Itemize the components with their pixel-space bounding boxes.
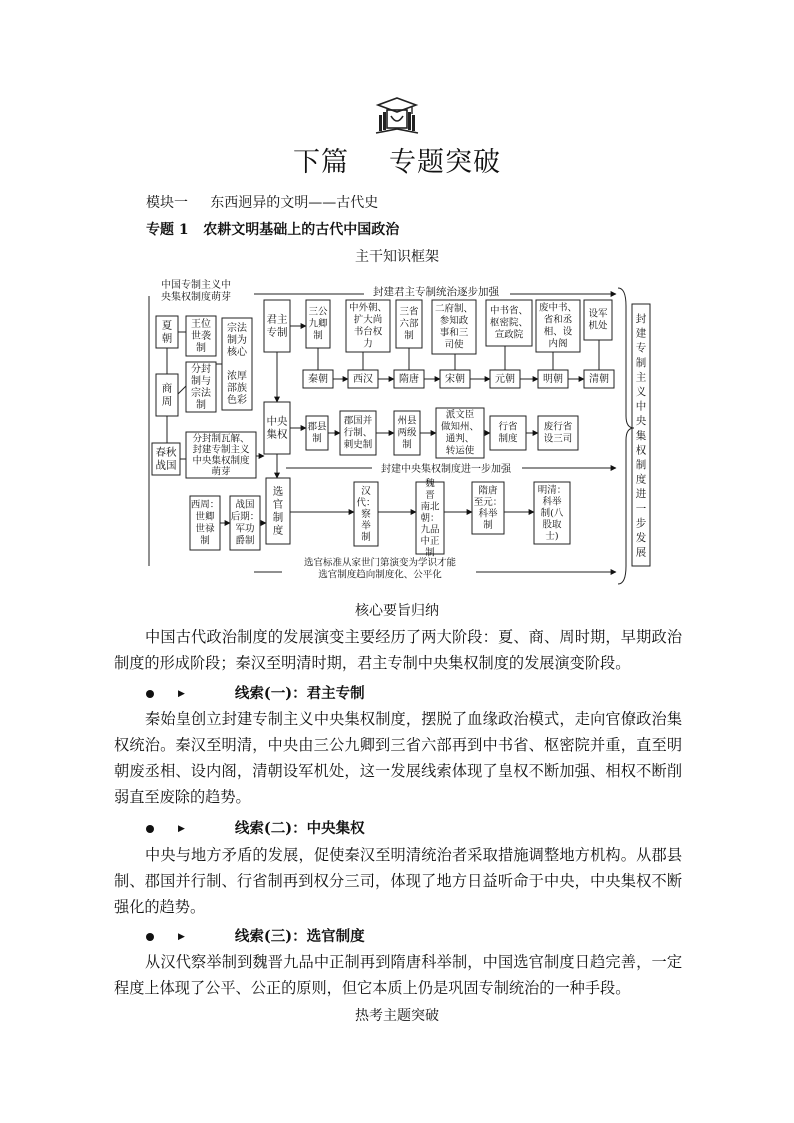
jiquan-box-3-label: 州县两级制 — [397, 415, 417, 451]
arrow-top-label: 封建君主专制统治逐步加强 — [373, 286, 499, 298]
arrow-right-icon: ▶ — [178, 689, 185, 699]
jiquan-box-6-label: 废行省设三司 — [543, 421, 573, 445]
jiquan-box-1-label: 郡县制 — [307, 421, 327, 445]
central-junzhu-label: 君主专制 — [266, 313, 288, 339]
dynasty-xia-label: 夏朝 — [161, 319, 173, 345]
book-logo-icon — [374, 96, 420, 136]
clue-heading-1: ▶ 线索(一)：君主专制 — [146, 682, 365, 703]
section-heading-framework: 主干知识框架 — [355, 249, 439, 265]
junzhu-box-1-label: 三公九卿制 — [308, 306, 328, 342]
era-4-label: 宋朝 — [445, 374, 465, 385]
era-5-label: 元朝 — [495, 374, 515, 385]
xuanguan-box-4-label: 明清：科举制(八股取士) — [537, 484, 567, 542]
box-fenfeng-break-label: 分封制瓦解、封建专制主义中央集权制度萌芽 — [192, 433, 250, 478]
module-line — [146, 192, 378, 212]
core-summary-paragraph: 中国古代政治制度的发展演变主要经历了两大阶段：夏、商、周时期，早期政治制度的形成阶段；秦汉至明清时期，君主专制中央集权制度的发展演变阶段。 — [114, 628, 682, 672]
xuanguan-box-2-label: 魏晋南北朝：九品中正制 — [420, 478, 440, 559]
knowledge-framework-diagram — [146, 266, 654, 592]
junzhu-box-2-label: 中外朝、扩大尚书台权力 — [348, 302, 388, 350]
page-title: 下篇 专题突破 — [293, 147, 501, 178]
bullet-icon — [146, 690, 154, 698]
xuanguan-left-1-label: 西周：世卿世禄制 — [190, 499, 220, 547]
junzhu-box-3-label: 三省六部制 — [399, 306, 419, 342]
arrow-right-icon: ▶ — [178, 824, 185, 834]
era-2-label: 西汉 — [353, 374, 373, 385]
top-left-note: 中国专制主义中央集权制度萌芽 — [161, 280, 231, 303]
bullet-icon — [146, 933, 154, 941]
junzhu-box-4-label: 二府制、参知政事和三司使 — [434, 303, 474, 351]
era-6-label: 明朝 — [543, 374, 563, 385]
xuanguan-left-2-label: 战国后期：军功爵制 — [230, 499, 260, 547]
dynasty-shangzhou-label: 商周 — [161, 382, 173, 408]
box-fenfeng-label: 分封制与宗法制 — [191, 364, 211, 411]
clue-heading-3: ▶ 线索(三)：选官制度 — [146, 925, 365, 946]
junzhu-box-7-label: 设军机处 — [588, 308, 608, 332]
module-text: 东西迥异的文明——古代史 — [210, 195, 379, 211]
arrow-mid-label: 封建中央集权制度进一步加强 — [381, 464, 511, 475]
jiquan-box-4-label: 派文臣做知州、通判、转运使 — [440, 409, 480, 457]
xuanguan-box-1-label: 汉代：察举制 — [356, 485, 376, 543]
right-summary-label: 封建专制主义中央集权制度进一步发展 — [635, 313, 647, 559]
jiquan-box-2-label: 郡国并行制、刺史制 — [343, 415, 373, 451]
junzhu-box-5-label: 中书省、枢密院、宣政院 — [489, 305, 529, 341]
clue-paragraph-3: 从汉代察举制到魏晋九品中正制再到隋唐科举制，中国选官制度日趋完善，一定程度上体现了公平、公正的原则，但它本质上仍是巩固专制统治的一种手段。 — [114, 953, 682, 997]
module-label: 模块一 — [146, 195, 188, 211]
clue-paragraph-1: 秦始皇创立封建专制主义中央集权制度，摆脱了血缘政治模式，走向官僚政治集权统治。秦汉至明清，中央由三公九卿到三省六部再到中书省、枢密院并重，直至明朝废丞相、设内阁，清朝设军机处，这一发展线索体现了皇权不断加强、相权不断削弱直至废除的趋势。 — [114, 710, 682, 806]
era-7-label: 清朝 — [589, 374, 609, 385]
junzhu-box-6-label: 废中书、省和丞相、设内阁 — [538, 302, 578, 350]
topic-text: 农耕文明基础上的古代中国政治 — [203, 222, 400, 238]
section-heading-core: 核心要旨归纳 — [355, 603, 439, 619]
arrow-bottom-label: 选官标准从家世门第演变为学识才能选官制度趋向制度化、公平化 — [303, 557, 457, 581]
box-zongfa-label: 宗法制为核心浓厚部族色彩 — [227, 323, 247, 406]
jiquan-box-5-label: 行省制度 — [498, 421, 518, 445]
clue-heading-2: ▶ 线索(二)：中央集权 — [146, 817, 365, 838]
era-3-label: 隋唐 — [399, 374, 419, 385]
box-wangwei-label: 王位世袭制 — [191, 319, 211, 354]
arrow-right-icon: ▶ — [178, 932, 185, 942]
bullet-icon — [146, 825, 154, 833]
clue-paragraph-2: 中央与地方矛盾的发展，促使秦汉至明清统治者采取措施调整地方机构。从郡县制、郡国并行制、行省制再到权分三司，体现了地方日益听命于中央，中央集权不断强化的趋势。 — [114, 846, 682, 916]
connector-line — [178, 386, 186, 394]
section-heading-hot: 热考主题突破 — [355, 1008, 439, 1024]
central-xuanguan-label: 选官制度 — [272, 485, 284, 537]
topic-label: 专题 1 — [146, 222, 189, 238]
central-jiquan-label: 中央集权 — [266, 415, 288, 441]
topic-line — [146, 219, 399, 239]
xuanguan-box-3-label: 隋唐至元：科举制 — [473, 485, 503, 531]
era-1-label: 秦朝 — [308, 374, 328, 385]
dynasty-chunqiu-label: 春秋战国 — [155, 446, 177, 472]
